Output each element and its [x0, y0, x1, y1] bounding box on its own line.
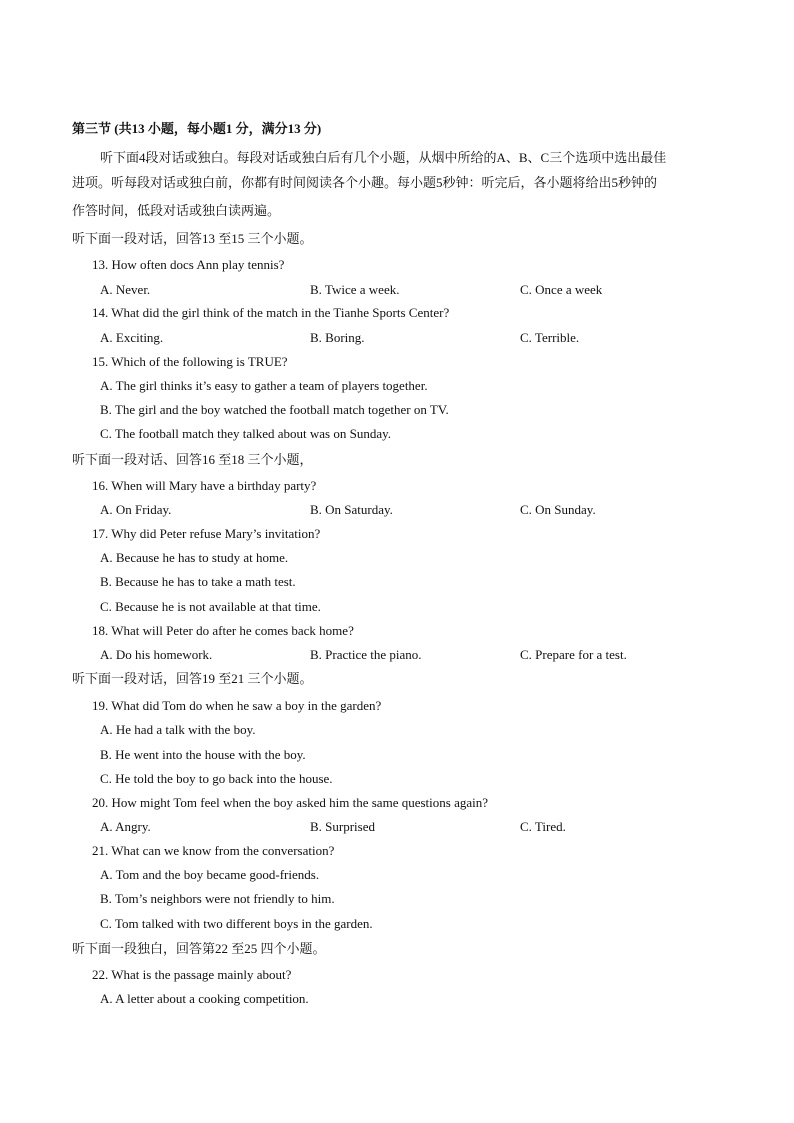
option-b: B. Boring.: [310, 330, 365, 345]
option-a: A. Angry.: [100, 819, 151, 834]
option-b: B. Because he has to take a math test.: [100, 574, 296, 589]
option-c: C. On Sunday.: [520, 502, 596, 517]
option-c: C. He told the boy to go back into the house.: [100, 771, 333, 786]
group-intro: 听下面一段对话，回答19 至21 三个小题。: [72, 671, 313, 686]
option-b: B. Tom’s neighbors were not friendly to him.: [100, 891, 335, 906]
option-b: B. Twice a week.: [310, 282, 400, 297]
group-intro: 听下面一段对话，回答13 至15 三个小题。: [72, 231, 313, 246]
option-a: A. The girl thinks it’s easy to gather a team of players together.: [100, 378, 428, 393]
instruction-line: 进项。听每段对话或独白前，你都有时间阅读各个小趣。每小题5秒钟：听完后，各小题将给出5秒钟的: [72, 175, 658, 190]
option-a: A. Never.: [100, 282, 151, 297]
option-a: A. Because he has to study at home.: [100, 550, 289, 565]
question-stem: 20. How might Tom feel when the boy asked him the same questions again?: [92, 795, 488, 810]
option-b: B. He went into the house with the boy.: [100, 747, 306, 762]
option-b: B. Practice the piano.: [310, 647, 422, 662]
option-a: A. He had a talk with the boy.: [100, 722, 256, 737]
option-c: C. Because he is not available at that time.: [100, 599, 321, 614]
group-intro: 听下面一段对话、回答16 至18 三个小题，: [72, 452, 313, 467]
option-c: C. Terrible.: [520, 330, 580, 345]
option-b: B. Surprised: [310, 819, 375, 834]
question-stem: 13. How often docs Ann play tennis?: [92, 257, 285, 272]
question-stem: 18. What will Peter do after he comes back home?: [92, 623, 354, 638]
question-stem: 14. What did the girl think of the match in the Tianhe Sports Center?: [92, 305, 450, 320]
question-stem: 17. Why did Peter refuse Mary’s invitation?: [92, 526, 321, 541]
question-stem: 16. When will Mary have a birthday party?: [92, 478, 317, 493]
instruction-line: 作答时间，低段对话或独白读两遍。: [72, 203, 281, 218]
group-intro: 听下面一段独白，回答第22 至25 四个小题。: [72, 941, 326, 956]
option-b: B. The girl and the boy watched the football match together on TV.: [100, 402, 449, 417]
option-a: A. Tom and the boy became good-friends.: [100, 867, 320, 882]
option-a: A. On Friday.: [100, 502, 172, 517]
option-a: A. Exciting.: [100, 330, 164, 345]
option-c: C. The football match they talked about was on Sunday.: [100, 426, 391, 441]
option-a: A. A letter about a cooking competition.: [100, 991, 309, 1006]
option-c: C. Prepare for a test.: [520, 647, 627, 662]
option-a: A. Do his homework.: [100, 647, 213, 662]
option-c: C. Once a week: [520, 282, 603, 297]
question-stem: 21. What can we know from the conversation?: [92, 843, 335, 858]
section-title: 第三节 (共13 小题，每小题1 分，满分13 分): [72, 121, 322, 136]
option-c: C. Tom talked with two different boys in the garden.: [100, 916, 373, 931]
instruction-line: 听下面4段对话或独白。每段对话或独白后有几个小题，从烟中所给的A、B、C三个选项中选出最佳: [100, 150, 667, 165]
question-stem: 22. What is the passage mainly about?: [92, 967, 292, 982]
question-stem: 19. What did Tom do when he saw a boy in the garden?: [92, 698, 382, 713]
option-c: C. Tired.: [520, 819, 566, 834]
question-stem: 15. Which of the following is TRUE?: [92, 354, 288, 369]
option-b: B. On Saturday.: [310, 502, 393, 517]
